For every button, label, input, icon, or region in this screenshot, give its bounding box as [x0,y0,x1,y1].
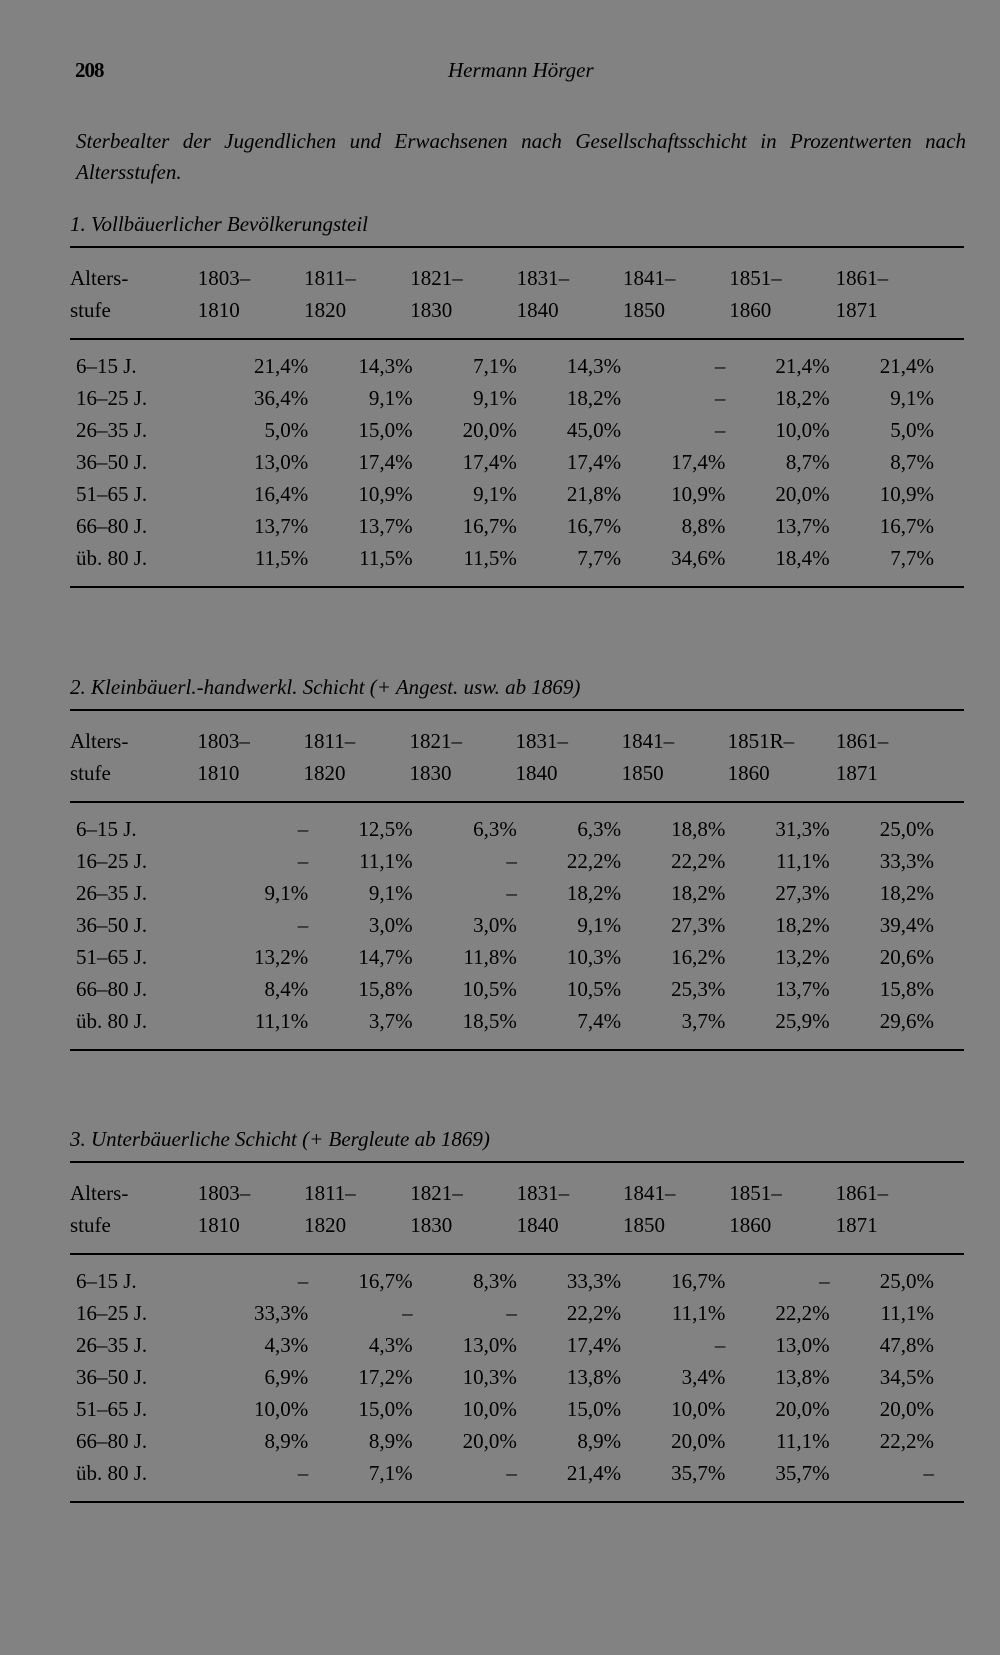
percentage-cell: 11,1% [776,849,830,873]
percentage-cell: 17,4% [566,450,622,474]
header-cell-period: 1850 [622,1213,665,1237]
header-cell-period: 1821– [410,266,463,290]
percentage-cell: 16,7% [879,514,934,538]
percentage-cell: 8,9% [264,1429,309,1453]
percentage-cell: – [506,849,517,873]
percentage-cell: 22,2% [566,1301,622,1325]
percentage-cell: 22,2% [566,849,622,873]
percentage-cell: 29,6% [879,1009,934,1033]
percentage-cell: 7,1% [368,1461,413,1485]
table-row [70,941,934,973]
table-row [70,1329,934,1361]
percentage-cell: – [506,1301,517,1325]
percentage-cell: 25,0% [879,1269,934,1293]
percentage-cell: 8,3% [473,1269,517,1293]
header-cell-period: 1811– [304,1181,356,1205]
percentage-cell: 20,0% [671,1429,726,1453]
table-bottom-rule [70,1501,964,1503]
table-header [70,262,934,326]
percentage-cell: – [506,881,517,905]
percentage-cell: 22,2% [775,1301,830,1325]
age-group-cell: 66–80 J. [76,977,148,1001]
percentage-cell: 20,0% [775,482,830,506]
percentage-cell: 21,8% [566,482,622,506]
table-row [70,1005,934,1037]
percentage-cell: 15,8% [358,977,413,1001]
percentage-cell: 16,2% [671,945,726,969]
header-cell-age: Alters- [70,729,129,753]
header-row [70,294,934,326]
header-cell-period: 1851– [729,266,782,290]
header-cell-period: 1810 [197,1213,240,1237]
percentage-cell: 17,4% [358,450,413,474]
table-caption: Sterbealter der Jugendlichen und Erwachsenen nach Gesellschaftsschicht in Prozentwerten nach Altersstufen. [76,129,966,184]
age-group-cell: 6–15 J. [76,1269,137,1293]
section-1 [70,212,964,588]
percentage-cell: 18,8% [671,817,726,841]
percentage-cell: 39,4% [879,913,934,937]
percentage-cell: 17,2% [358,1365,413,1389]
percentage-cell: 27,3% [671,913,726,937]
table-row [70,1297,934,1329]
percentage-cell: 36,4% [254,386,309,410]
percentage-cell: – [297,1461,309,1485]
header-cell-period: 1841– [622,1181,676,1205]
percentage-cell: 34,5% [879,1365,934,1389]
header-cell-period: 1871 [835,298,878,322]
percentage-cell: 13,0% [254,450,309,474]
percentage-cell: 15,0% [566,1397,622,1421]
percentage-cell: 10,0% [462,1397,517,1421]
table-row [70,382,934,414]
percentage-cell: 9,1% [368,386,413,410]
age-group-cell: 66–80 J. [76,1429,148,1453]
percentage-cell: 33,3% [566,1269,622,1293]
percentage-cell: 20,0% [775,1397,830,1421]
percentage-cell: – [714,418,726,442]
percentage-cell: 25,0% [879,817,934,841]
percentage-cell: 7,1% [473,354,517,378]
section-title: 1. Vollbäuerlicher Bevölkerungsteil [70,212,369,236]
table-row [70,845,934,877]
percentage-cell: 16,7% [358,1269,413,1293]
percentage-cell: 17,4% [462,450,517,474]
percentage-cell: 10,3% [566,945,622,969]
percentage-cell: 5,0% [264,418,309,442]
percentage-cell: 9,1% [264,881,309,905]
percentage-cell: 8,7% [785,450,830,474]
percentage-cell: 11,8% [463,945,517,969]
header-cell-period: 1820 [304,1213,347,1237]
table-row [70,414,934,446]
header-cell-period: 1851– [729,1181,782,1205]
header-cell-age: stufe [70,761,111,785]
percentage-cell: 33,3% [254,1301,309,1325]
percentage-cell: 13,8% [775,1365,830,1389]
table-row [70,1393,934,1425]
percentage-cell: 20,0% [462,418,517,442]
table-row [70,542,934,574]
header-cell-period: 1861– [835,729,889,753]
table-row [70,909,934,941]
header-row [70,757,934,789]
percentage-cell: 13,7% [775,977,830,1001]
table-bottom-rule [70,586,964,588]
header-row [70,725,934,757]
section-2 [70,675,964,1051]
section-3 [70,1127,964,1503]
table-body [70,813,934,1037]
percentage-cell: 7,7% [577,546,622,570]
header-cell-period: 1803– [197,729,250,753]
percentage-cell: – [506,1461,517,1485]
percentage-cell: 18,4% [775,546,830,570]
percentage-cell: 8,7% [890,450,934,474]
percentage-cell: 6,9% [264,1365,309,1389]
age-group-cell: 36–50 J. [76,450,148,474]
table-row [70,478,934,510]
percentage-cell: – [297,849,309,873]
age-group-cell: 66–80 J. [76,514,148,538]
percentage-cell: 13,0% [462,1333,517,1357]
percentage-cell: 18,5% [462,1009,517,1033]
percentage-cell: 14,3% [566,354,622,378]
age-group-cell: üb. 80 J. [76,1461,148,1485]
header-cell-period: 1803– [197,1181,251,1205]
header-cell-period: 1831– [516,266,570,290]
header-cell-period: 1861– [835,266,889,290]
percentage-cell: 8,8% [681,514,726,538]
table-row [70,1265,934,1297]
running-head-author: Hermann Hörger [448,58,594,82]
percentage-cell: 9,1% [473,482,517,506]
percentage-cell: 13,2% [254,945,309,969]
percentage-cell: 15,0% [358,418,413,442]
percentage-cell: 8,9% [368,1429,413,1453]
percentage-cell: – [297,913,309,937]
header-cell-period: 1831– [516,1181,570,1205]
percentage-cell: 33,3% [879,849,934,873]
header-cell-period: 1871 [835,1213,878,1237]
header-cell-period: 1871 [835,761,878,785]
table-header [70,725,934,789]
age-group-cell: 6–15 J. [76,354,137,378]
age-group-cell: 26–35 J. [76,881,148,905]
percentage-cell: 47,8% [879,1333,934,1357]
percentage-cell: 21,4% [566,1461,622,1485]
percentage-cell: 5,0% [890,418,934,442]
percentage-cell: 13,7% [358,514,413,538]
header-cell-period: 1841– [621,729,675,753]
percentage-cell: 7,7% [890,546,934,570]
percentage-cell: 35,7% [671,1461,726,1485]
age-group-cell: 16–25 J. [76,849,148,873]
percentage-cell: 16,7% [566,514,622,538]
percentage-cell: 22,2% [671,849,726,873]
age-group-cell: 16–25 J. [76,1301,148,1325]
age-group-cell: üb. 80 J. [76,1009,148,1033]
header-cell-period: 1860 [729,298,772,322]
percentage-cell: 18,2% [879,881,934,905]
header-cell-period: 1860 [727,761,770,785]
percentage-cell: 18,2% [671,881,726,905]
header-row [70,1177,934,1209]
header-cell-period: 1810 [197,298,240,322]
section-title: 2. Kleinbäuerl.-handwerkl. Schicht (+ Angest. usw. ab 1869) [70,675,581,699]
table-body [70,1265,934,1489]
percentage-cell: 3,0% [473,913,517,937]
percentage-cell: 13,2% [775,945,830,969]
percentage-cell: 11,5% [463,546,517,570]
percentage-cell: 3,0% [368,913,413,937]
section-title: 3. Unterbäuerliche Schicht (+ Bergleute ab 1869) [70,1127,490,1151]
table-row [70,877,934,909]
percentage-cell: 3,7% [368,1009,413,1033]
percentage-cell: 34,6% [671,546,726,570]
percentage-cell: 15,0% [358,1397,413,1421]
table-row [70,1457,934,1489]
header-cell-period: 1840 [515,761,558,785]
table-body [70,350,934,574]
age-group-cell: 51–65 J. [76,1397,148,1421]
percentage-cell: 13,8% [566,1365,622,1389]
percentage-cell: 4,3% [264,1333,309,1357]
table-header [70,1177,934,1241]
percentage-cell: 20,0% [462,1429,517,1453]
percentage-cell: – [714,1333,726,1357]
age-group-cell: 51–65 J. [76,482,148,506]
age-group-cell: 26–35 J. [76,418,148,442]
percentage-cell: 13,0% [775,1333,830,1357]
percentage-cell: 10,3% [462,1365,517,1389]
percentage-cell: 11,1% [776,1429,830,1453]
percentage-cell: 31,3% [775,817,830,841]
header-cell-period: 1820 [304,298,347,322]
percentage-cell: – [819,1269,830,1293]
header-cell-period: 1850 [621,761,664,785]
percentage-cell: 14,3% [358,354,413,378]
percentage-cell: 9,1% [890,386,934,410]
percentage-cell: 11,1% [671,1301,726,1325]
table-row [70,350,934,382]
percentage-cell: – [297,1269,309,1293]
percentage-cell: 18,2% [566,386,622,410]
percentage-cell: – [714,354,726,378]
percentage-cell: 22,2% [879,1429,934,1453]
percentage-cell: 10,5% [462,977,517,1001]
table-row [70,813,934,845]
percentage-cell: 25,3% [671,977,726,1001]
age-group-cell: üb. 80 J. [76,546,148,570]
percentage-cell: – [402,1301,413,1325]
percentage-cell: 9,1% [368,881,413,905]
percentage-cell: 16,7% [671,1269,726,1293]
header-cell-period: 1840 [516,1213,559,1237]
header-row [70,262,934,294]
age-group-cell: 26–35 J. [76,1333,148,1357]
percentage-cell: 16,7% [462,514,517,538]
header-cell-period: 1830 [410,1213,453,1237]
percentage-cell: 13,7% [775,514,830,538]
header-cell-period: 1811– [304,266,356,290]
age-group-cell: 16–25 J. [76,386,148,410]
percentage-cell: 21,4% [879,354,934,378]
percentage-cell: 17,4% [566,1333,622,1357]
table-bottom-rule [70,1049,964,1051]
header-cell-period: 1851R– [727,729,795,753]
percentage-cell: 20,6% [879,945,934,969]
percentage-cell: 10,9% [358,482,413,506]
percentage-cell: 8,9% [577,1429,622,1453]
age-group-cell: 51–65 J. [76,945,148,969]
percentage-cell: 10,0% [254,1397,309,1421]
header-cell-period: 1803– [197,266,251,290]
table-row [70,446,934,478]
header-cell-age: stufe [70,298,111,322]
header-row [70,1209,934,1241]
table-row [70,1425,934,1457]
header-cell-period: 1811– [303,729,356,753]
percentage-cell: 45,0% [566,418,622,442]
percentage-cell: 4,3% [368,1333,413,1357]
age-group-cell: 6–15 J. [76,817,137,841]
percentage-cell: 10,9% [879,482,934,506]
table-row [70,510,934,542]
percentage-cell: 25,9% [775,1009,830,1033]
table-row [70,1361,934,1393]
percentage-cell: 11,1% [359,849,413,873]
percentage-cell: 27,3% [775,881,830,905]
percentage-cell: 17,4% [671,450,726,474]
percentage-cell: 21,4% [254,354,309,378]
percentage-cell: 10,0% [671,1397,726,1421]
percentage-cell: – [923,1461,934,1485]
percentage-cell: 21,4% [775,354,830,378]
percentage-cell: 18,2% [775,386,830,410]
percentage-cell: 11,1% [880,1301,934,1325]
percentage-cell: 35,7% [775,1461,830,1485]
percentage-cell: 16,4% [254,482,309,506]
percentage-cell: 11,1% [254,1009,309,1033]
age-group-cell: 36–50 J. [76,913,148,937]
header-cell-period: 1861– [835,1181,889,1205]
percentage-cell: 11,5% [359,546,413,570]
percentage-cell: 9,1% [577,913,622,937]
header-cell-age: Alters- [70,1181,129,1205]
percentage-cell: 8,4% [264,977,309,1001]
percentage-cell: 15,8% [879,977,934,1001]
percentage-cell: 11,5% [254,546,309,570]
percentage-cell: 12,5% [358,817,413,841]
percentage-cell: 10,9% [671,482,726,506]
table-row [70,973,934,1005]
percentage-cell: 3,4% [681,1365,726,1389]
page-number: 208 [75,58,104,82]
age-group-cell: 36–50 J. [76,1365,148,1389]
header-cell-period: 1831– [515,729,569,753]
percentage-cell: 14,7% [358,945,413,969]
percentage-cell: 13,7% [254,514,309,538]
header-cell-period: 1840 [516,298,559,322]
header-cell-age: Alters- [70,266,129,290]
percentage-cell: – [297,817,309,841]
percentage-cell: 7,4% [577,1009,622,1033]
percentage-cell: 3,7% [681,1009,726,1033]
header-cell-period: 1830 [410,298,453,322]
percentage-cell: 9,1% [473,386,517,410]
header-cell-period: 1821– [409,729,462,753]
header-cell-period: 1860 [729,1213,772,1237]
percentage-cell: 18,2% [566,881,622,905]
header-cell-period: 1830 [409,761,452,785]
percentage-cell: 10,0% [775,418,830,442]
header-cell-period: 1841– [622,266,676,290]
percentage-cell: 18,2% [775,913,830,937]
percentage-cell: 6,3% [473,817,517,841]
header-cell-age: stufe [70,1213,111,1237]
percentage-cell: 20,0% [879,1397,934,1421]
header-cell-period: 1820 [303,761,346,785]
percentage-cell: 10,5% [566,977,622,1001]
percentage-cell: – [714,386,726,410]
header-cell-period: 1850 [622,298,665,322]
percentage-cell: 6,3% [577,817,622,841]
header-cell-period: 1821– [410,1181,463,1205]
header-cell-period: 1810 [197,761,240,785]
